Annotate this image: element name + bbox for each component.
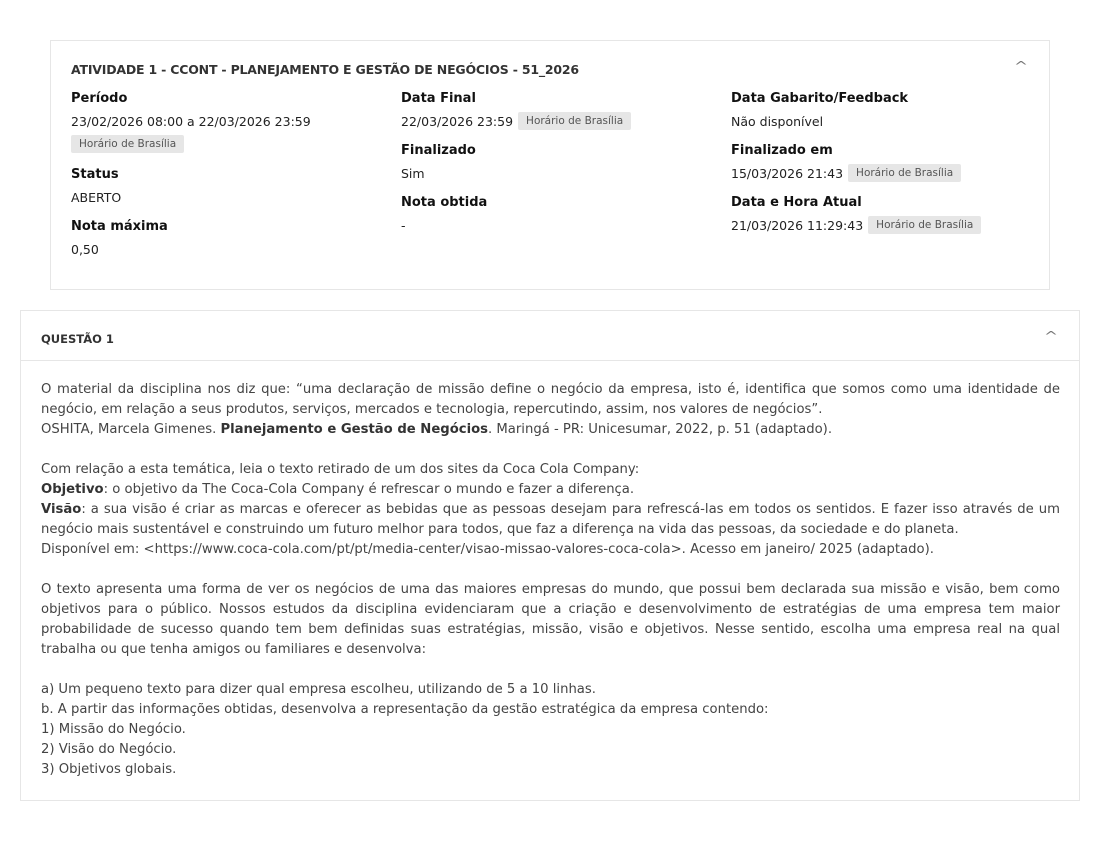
data-atual-label: Data e Hora Atual: [731, 195, 862, 210]
question-title: QUESTÃO 1: [41, 332, 114, 346]
finalizado-label: Finalizado: [401, 143, 476, 158]
reference: [41, 420, 1060, 440]
activity-card: [50, 40, 1050, 290]
status-label: Status: [71, 167, 119, 182]
source: Disponível em: <https://www.coca-cola.com/pt/pt/media-center/visao-missao-valores-coca-cola>. Acesso em janeiro/ 2025 (adaptado).: [41, 542, 934, 557]
nota-obtida-label: Nota obtida: [401, 195, 488, 210]
nota-maxima-label: Nota máxima: [71, 219, 168, 234]
activity-title: ATIVIDADE 1 - CCONT - PLANEJAMENTO E GESTÃO DE NEGÓCIOS - 51_2026: [71, 62, 579, 77]
objective-label: Objetivo: [41, 482, 104, 497]
gabarito-value: Não disponível: [731, 113, 824, 129]
list-item: b. A partir das informações obtidas, desenvolva a representação da gestão estratégica da empresa contendo:: [41, 702, 769, 717]
vision-text: : a sua visão é criar as marcas e oferecer as bebidas que as pessoas desejam para refrescá-las em todos os sentidos. E fazer isso através de um negócio mais sustentável e construindo um futuro melhor para todos, que faz a diferença na vida das pessoas, da sociedade e do planeta.: [41, 502, 1060, 537]
objective-text: : o objetivo da The Coca-Cola Company é refrescar o mundo e fazer a diferença.: [103, 482, 635, 497]
list-item: 1) Missão do Negócio.: [41, 722, 186, 737]
list-item: 2) Visão do Negócio.: [41, 742, 177, 757]
finalizado-em-label: Finalizado em: [731, 143, 833, 158]
list-item: 3) Objetivos globais.: [41, 762, 177, 777]
periodo-label: Período: [71, 91, 128, 106]
finalizado-value: Sim: [401, 165, 425, 181]
objective: [41, 480, 1060, 500]
question-header[interactable]: [21, 311, 1079, 361]
timezone-badge: Horário de Brasília: [848, 164, 961, 182]
question-card: [20, 310, 1080, 801]
chevron-up-icon[interactable]: ^: [1013, 59, 1029, 73]
data-final-value: 22/03/2026 23:59: [401, 113, 514, 129]
paragraph: O material da disciplina nos diz que: “uma declaração de missão define o negócio da empresa, isto é, identifica que somos como uma identidade de negócio, em relação a seus produtos, serviços, mercados e tecnologia, repercutindo, assim, nos valores de negócios”.: [41, 382, 1060, 417]
paragraph: O texto apresenta uma forma de ver os negócios de uma das maiores empresas do mundo, que possui bem declarada sua missão e visão, bem como objetivos para o público. Nossos estudos da disciplina evidenciaram que a criação e desenvolvimento de estratégias de uma empresa tem maior probabilidade de sucesso quando tem bem definidas suas estratégias, missão, visão e objetivos. Nesse sentido, escolha uma empresa real na qual trabalha ou que tenha amigos ou familiares e desenvolva:: [41, 582, 1060, 657]
paragraph: Com relação a esta temática, leia o texto retirado de um dos sites da Coca Cola Company:: [41, 462, 640, 477]
nota-obtida-value: -: [401, 217, 406, 233]
data-final-label: Data Final: [401, 91, 476, 106]
chevron-up-icon[interactable]: ^: [1043, 329, 1059, 343]
periodo-value: 23/02/2026 08:00 a 22/03/2026 23:59: [71, 113, 311, 129]
vision: [41, 500, 1060, 540]
list-item: a) Um pequeno texto para dizer qual empresa escolheu, utilizando de 5 a 10 linhas.: [41, 682, 596, 697]
gabarito-label: Data Gabarito/Feedback: [731, 91, 909, 106]
ref-publisher: . Maringá - PR: Unicesumar, 2022, p. 51 (adaptado).: [488, 422, 833, 437]
ref-title: Planejamento e Gestão de Negócios: [220, 422, 489, 437]
timezone-badge: Horário de Brasília: [868, 216, 981, 234]
timezone-badge: Horário de Brasília: [71, 135, 184, 153]
nota-maxima-value: 0,50: [71, 241, 99, 257]
question-body: [41, 380, 1060, 780]
data-atual-value: 21/03/2026 11:29:43: [731, 217, 864, 233]
vision-label: Visão: [41, 502, 82, 517]
timezone-badge: Horário de Brasília: [518, 112, 631, 130]
finalizado-em-value: 15/03/2026 21:43: [731, 165, 844, 181]
ref-author: OSHITA, Marcela Gimenes.: [41, 422, 221, 437]
status-value: ABERTO: [71, 189, 122, 205]
